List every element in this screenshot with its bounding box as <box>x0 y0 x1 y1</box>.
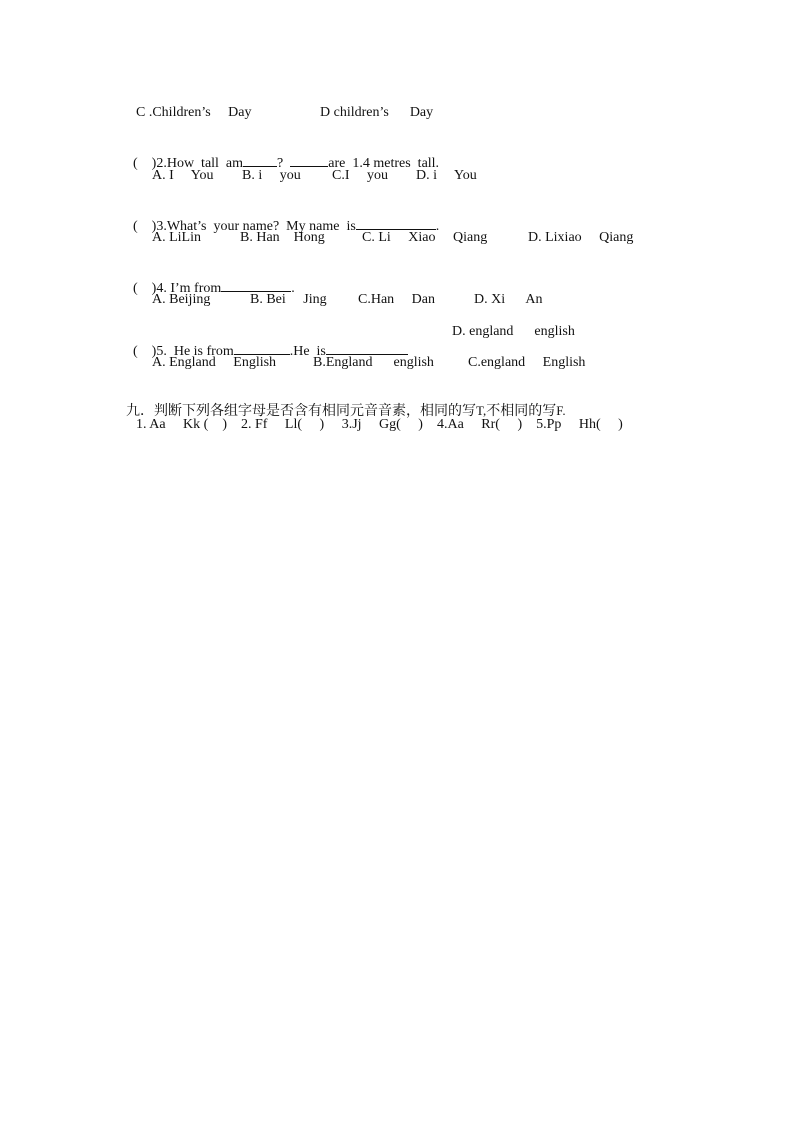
answer-paren[interactable]: ( ) <box>133 344 157 359</box>
answer-blank[interactable] <box>243 153 277 167</box>
q2-option-b: B. i you <box>242 168 301 183</box>
q1-option-d: D children’s Day <box>320 105 434 120</box>
question-text: . <box>435 219 440 234</box>
answer-blank[interactable] <box>221 278 291 292</box>
question-text: 5. He is from <box>156 344 234 359</box>
answer-paren[interactable]: ( ) <box>133 219 157 234</box>
q3-option-a: A. LiLin <box>152 230 201 245</box>
answer-blank[interactable] <box>356 216 436 230</box>
question-text: 3.What’s your name? My name is <box>156 219 356 234</box>
question-text: ? <box>277 156 291 171</box>
q3-option-c: C. Li Xiao Qiang <box>362 230 488 245</box>
q5-option-b: B.England english <box>313 355 434 370</box>
q5-option-c: C.england English <box>468 355 586 370</box>
letter-pairs-line: 1. Aa Kk ( ) 2. Ff Ll( ) 3.Jj Gg( ) 4.Aa Rr( ) 5.Pp Hh( ) <box>136 417 623 432</box>
q5-option-a: A. England English <box>152 355 277 370</box>
q3-option-d: D. Lixiao Qiang <box>528 230 634 245</box>
answer-paren[interactable]: ( ) <box>133 156 157 171</box>
q1-option-c: C .Children’s Day <box>136 105 252 120</box>
q4-option-b: B. Bei Jing <box>250 292 327 307</box>
section-title: 九．判断下列各组字母是否含有相同元音音素，相同的写 <box>126 403 476 419</box>
q4-option-c: C.Han Dan <box>358 292 435 307</box>
q4-option-a: A. Beijing <box>152 292 211 307</box>
answer-blank[interactable] <box>234 341 290 355</box>
q5-option-d: D. england english <box>452 324 575 339</box>
question-text: .He is <box>289 344 326 359</box>
q4-option-d: D. Xi An <box>474 292 543 307</box>
section-title-cont: 不相同的写 <box>486 403 557 419</box>
answer-paren[interactable]: ( ) <box>133 281 157 296</box>
q2-option-a: A. I You <box>152 168 214 183</box>
question-text: 2.How tall am <box>156 156 244 171</box>
q3-option-b: B. Han Hong <box>240 230 325 245</box>
answer-blank[interactable] <box>290 153 328 167</box>
section-title-f: F. <box>556 403 566 418</box>
q2-option-d: D. i You <box>416 168 477 183</box>
question-text: 4. I’m from <box>156 281 222 296</box>
question-text: . <box>291 281 295 296</box>
answer-blank[interactable] <box>326 341 408 355</box>
q2-option-c: C.I you <box>332 168 388 183</box>
section-title-t: T, <box>476 403 487 418</box>
question-text: are 1.4 metres tall. <box>328 156 440 171</box>
